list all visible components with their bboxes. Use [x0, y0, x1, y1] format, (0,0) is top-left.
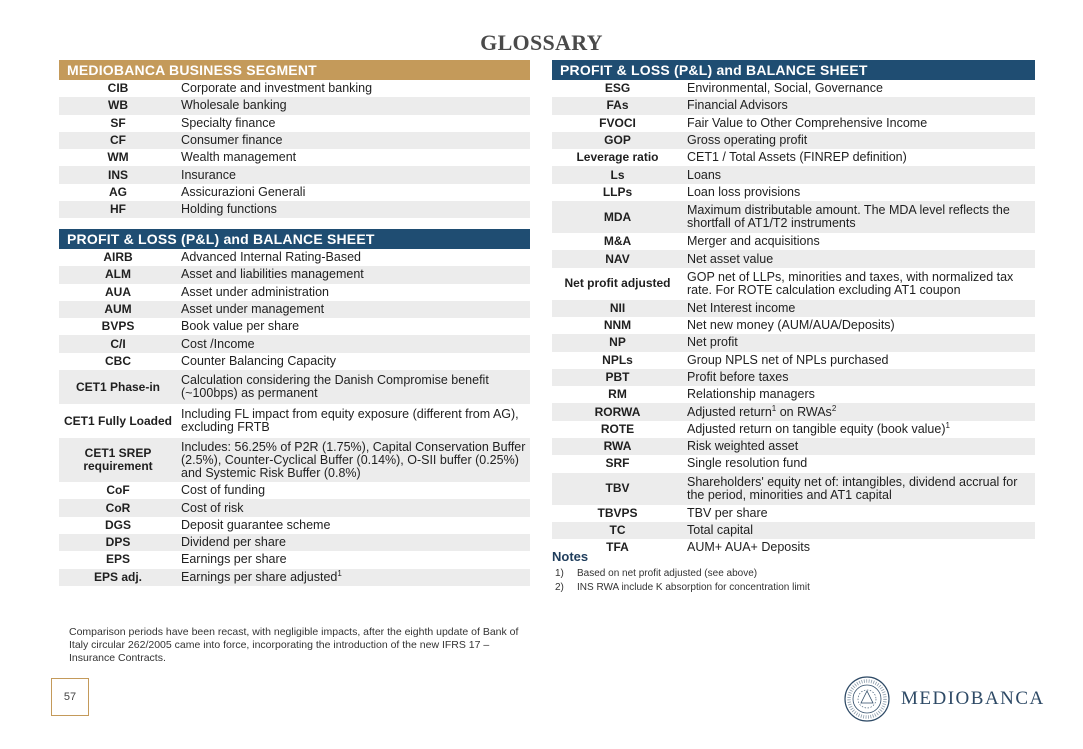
glossary-row [59, 482, 530, 499]
glossary-term: TBVPS [552, 505, 683, 522]
glossary-definition [177, 284, 530, 301]
glossary-definition [177, 438, 530, 482]
glossary-term: FAs [552, 97, 683, 114]
definition-text: Asset under management [181, 302, 325, 317]
glossary-term: AUM [59, 301, 177, 318]
glossary-definition [177, 249, 530, 266]
glossary-row [59, 266, 530, 283]
glossary-term: TC [552, 522, 683, 539]
definition-text: Insurance [181, 167, 236, 182]
definition-text: Consumer finance [181, 133, 283, 148]
definition-text: Loans [687, 167, 722, 182]
glossary-row [59, 404, 530, 438]
glossary-row [552, 97, 1035, 114]
definition-text: Earnings per share adjusted [181, 569, 338, 584]
definition-text: on RWAs [776, 404, 832, 419]
definition-text: Group NPLS net of NPLs purchased [687, 352, 889, 367]
glossary-definition [683, 403, 1035, 420]
glossary-row [552, 184, 1035, 201]
glossary-definition [683, 166, 1035, 183]
glossary-definition [177, 80, 530, 97]
glossary-row [59, 249, 530, 266]
comparison-note: Comparison periods have been recast, with negligible impacts, after the eighth update of Bank of Italy circular 262/2005 came into force, incorporating the introduction of the new IFRS 17 – Insurance Contracts. [69, 626, 519, 664]
definition-text: Relationship managers [687, 387, 815, 402]
glossary-definition [683, 352, 1035, 369]
glossary-term: M&A [552, 233, 683, 250]
glossary-definition [177, 551, 530, 568]
business-segment-section [59, 60, 530, 218]
glossary-term: ROTE [552, 421, 683, 438]
definition-text: Specialty finance [181, 115, 276, 130]
glossary-definition [177, 166, 530, 183]
glossary-term: PBT [552, 369, 683, 386]
glossary-definition [683, 201, 1035, 233]
glossary-definition [683, 97, 1035, 114]
glossary-term: NP [552, 334, 683, 351]
glossary-term: BVPS [59, 318, 177, 335]
glossary-term: CF [59, 132, 177, 149]
definition-text: Adjusted return on tangible equity (book value) [687, 421, 946, 436]
glossary-term: AG [59, 184, 177, 201]
definition-text: Gross operating profit [687, 133, 808, 148]
glossary-term: EPS [59, 551, 177, 568]
glossary-definition [683, 268, 1035, 300]
seal-icon [843, 675, 891, 723]
page-number: 57 [51, 678, 89, 716]
glossary-term: NII [552, 300, 683, 317]
note-text: Based on net profit adjusted (see above) [577, 568, 758, 579]
logo-text: MEDIOBANCA [901, 688, 1045, 709]
glossary-row [59, 353, 530, 370]
glossary-row [552, 352, 1035, 369]
definition-text: TBV per share [687, 505, 768, 520]
glossary-term: NPLs [552, 352, 683, 369]
glossary-definition [683, 473, 1035, 505]
glossary-row [59, 517, 530, 534]
glossary-definition [177, 534, 530, 551]
glossary-definition [683, 184, 1035, 201]
glossary-row [59, 115, 530, 132]
glossary-term: LLPs [552, 184, 683, 201]
glossary-term: CoR [59, 499, 177, 516]
glossary-definition [177, 482, 530, 499]
glossary-definition [177, 370, 530, 404]
glossary-row [552, 473, 1035, 505]
definition-text: Net Interest income [687, 300, 796, 315]
glossary-term: RORWA [552, 403, 683, 420]
footnote-marker: 2 [831, 403, 837, 413]
glossary-definition [683, 369, 1035, 386]
glossary-term: RM [552, 386, 683, 403]
glossary-definition [177, 318, 530, 335]
glossary-term: Ls [552, 166, 683, 183]
definition-text: Adjusted return [687, 404, 772, 419]
definition-text: Net profit [687, 335, 738, 350]
definition-text: Calculation considering the Danish Compromise benefit (~100bps) as permanent [181, 373, 489, 401]
pl-bs-left-header: PROFIT & LOSS (P&L) and BALANCE SHEET [59, 229, 530, 249]
glossary-term: RWA [552, 438, 683, 455]
note-number: 1) [555, 568, 564, 579]
glossary-definition [683, 522, 1035, 539]
glossary-term: CIB [59, 80, 177, 97]
glossary-row [552, 132, 1035, 149]
glossary-definition [177, 201, 530, 218]
glossary-definition [683, 115, 1035, 132]
definition-text: Financial Advisors [687, 98, 788, 113]
notes-section [552, 549, 810, 595]
footnote-marker: 1 [337, 568, 342, 578]
glossary-term: CBC [59, 353, 177, 370]
glossary-term: TBV [552, 473, 683, 505]
pl-bs-right-section [552, 60, 1035, 557]
glossary-row [552, 403, 1035, 420]
glossary-row [59, 551, 530, 568]
note-item [552, 581, 810, 595]
glossary-term: NNM [552, 317, 683, 334]
definition-text: Net new money (AUM/AUA/Deposits) [687, 318, 895, 333]
definition-text: Risk weighted asset [687, 439, 799, 454]
definition-text: AUM+ AUA+ Deposits [687, 540, 810, 555]
glossary-definition [177, 517, 530, 534]
glossary-definition [177, 404, 530, 438]
glossary-definition [683, 132, 1035, 149]
glossary-row [59, 149, 530, 166]
definition-text: Wholesale banking [181, 98, 287, 113]
glossary-row [552, 317, 1035, 334]
definition-text: Total capital [687, 523, 754, 538]
glossary-row [552, 334, 1035, 351]
definition-text: Fair Value to Other Comprehensive Income [687, 115, 928, 130]
glossary-definition [683, 455, 1035, 472]
note-item [552, 567, 810, 581]
definition-text: Holding functions [181, 202, 277, 217]
glossary-definition [177, 353, 530, 370]
definition-text: Shareholders' equity net of: intangibles, dividend accrual for the period, minorities and AT1 capital [687, 474, 1018, 502]
glossary-term: CET1 Fully Loaded [59, 404, 177, 438]
glossary-term: INS [59, 166, 177, 183]
definition-text: Wealth management [181, 150, 297, 165]
glossary-row [59, 569, 530, 586]
glossary-row [59, 166, 530, 183]
glossary-term: HF [59, 201, 177, 218]
definition-text: Corporate and investment banking [181, 81, 373, 96]
definition-text: Advanced Internal Rating-Based [181, 250, 361, 265]
glossary-row [552, 421, 1035, 438]
glossary-row [552, 115, 1035, 132]
definition-text: Includes: 56.25% of P2R (1.75%), Capital Conservation Buffer (2.5%), Counter-Cyclical Buffer (0.14%), O-SII buffer (0.25%) and Systemic Risk Buffer (0.8%) [181, 439, 526, 480]
definition-text: Asset and liabilities management [181, 267, 364, 282]
glossary-term: MDA [552, 201, 683, 233]
definition-text: Maximum distributable amount. The MDA level reflects the shortfall of AT1/T2 instruments [687, 203, 1010, 231]
glossary-term: AUA [59, 284, 177, 301]
definition-text: Loan loss provisions [687, 184, 801, 199]
glossary-definition [177, 97, 530, 114]
definition-text: Environmental, Social, Governance [687, 81, 883, 96]
glossary-definition [683, 80, 1035, 97]
pl-bs-right-header: PROFIT & LOSS (P&L) and BALANCE SHEET [552, 60, 1035, 80]
definition-text: Asset under administration [181, 284, 329, 299]
glossary-row [552, 505, 1035, 522]
definition-text: Counter Balancing Capacity [181, 353, 336, 368]
glossary-term: EPS adj. [59, 569, 177, 586]
glossary-row [59, 335, 530, 352]
definition-text: Cost of funding [181, 483, 266, 498]
definition-text: Cost /Income [181, 336, 255, 351]
glossary-row [59, 534, 530, 551]
glossary-definition [683, 334, 1035, 351]
glossary-row [552, 369, 1035, 386]
glossary-term: Net profit adjusted [552, 268, 683, 300]
page-title: GLOSSARY [480, 30, 603, 55]
glossary-row [552, 438, 1035, 455]
definition-text: Deposit guarantee scheme [181, 517, 331, 532]
glossary-definition [683, 505, 1035, 522]
glossary-row [552, 149, 1035, 166]
glossary-term: SRF [552, 455, 683, 472]
definition-text: Cost of risk [181, 500, 244, 515]
glossary-row [552, 300, 1035, 317]
glossary-definition [683, 233, 1035, 250]
glossary-row [59, 132, 530, 149]
definition-text: Profit before taxes [687, 370, 789, 384]
glossary-row [59, 184, 530, 201]
glossary-row [552, 250, 1035, 267]
glossary-term: AIRB [59, 249, 177, 266]
mediobanca-logo [843, 675, 1045, 723]
glossary-row [59, 97, 530, 114]
glossary-row [59, 370, 530, 404]
business-segment-header: MEDIOBANCA BUSINESS SEGMENT [59, 60, 530, 80]
glossary-definition [177, 499, 530, 516]
glossary-definition [177, 569, 530, 586]
glossary-definition [683, 386, 1035, 403]
glossary-term: FVOCI [552, 115, 683, 132]
glossary-term: CET1 Phase-in [59, 370, 177, 404]
definition-text: Merger and acquisitions [687, 234, 820, 249]
note-number: 2) [555, 582, 564, 593]
glossary-definition [683, 421, 1035, 438]
glossary-row [552, 80, 1035, 97]
glossary-row [59, 80, 530, 97]
pl-bs-left-table [59, 249, 530, 586]
note-text: INS RWA include K absorption for concentration limit [577, 582, 810, 593]
glossary-definition [177, 184, 530, 201]
glossary-term: DPS [59, 534, 177, 551]
definition-text: Book value per share [181, 319, 300, 334]
glossary-row [552, 455, 1035, 472]
glossary-term: C/I [59, 335, 177, 352]
glossary-definition [683, 317, 1035, 334]
definition-text: Dividend per share [181, 535, 286, 550]
glossary-definition [683, 149, 1035, 166]
glossary-row [59, 201, 530, 218]
business-segment-table [59, 80, 530, 218]
definition-text: Including FL impact from equity exposure (different from AG), excluding FRTB [181, 407, 519, 435]
glossary-term: Leverage ratio [552, 149, 683, 166]
glossary-definition [177, 149, 530, 166]
glossary-row [59, 438, 530, 482]
glossary-term: CoF [59, 482, 177, 499]
glossary-row [552, 201, 1035, 233]
glossary-row [552, 522, 1035, 539]
glossary-term: TFA [552, 539, 683, 556]
notes-title: Notes [552, 549, 589, 564]
definition-text: CET1 / Total Assets (FINREP definition) [687, 150, 907, 165]
glossary-term: CET1 SREP requirement [59, 438, 177, 482]
glossary-term: NAV [552, 250, 683, 267]
glossary-definition [177, 266, 530, 283]
pl-bs-right-table [552, 80, 1035, 557]
definition-text: GOP net of LLPs, minorities and taxes, with normalized tax rate. For ROTE calculation excluding AT1 coupon [687, 269, 1014, 297]
glossary-term: ALM [59, 266, 177, 283]
glossary-term: WM [59, 149, 177, 166]
definition-text: Net asset value [687, 251, 774, 266]
footnote-marker: 1 [771, 403, 777, 413]
glossary-definition [177, 301, 530, 318]
glossary-term: DGS [59, 517, 177, 534]
footnote-marker: 1 [945, 420, 950, 430]
glossary-definition [177, 115, 530, 132]
glossary-term: SF [59, 115, 177, 132]
glossary-term: GOP [552, 132, 683, 149]
glossary-definition [683, 438, 1035, 455]
glossary-row [59, 301, 530, 318]
glossary-row [59, 284, 530, 301]
definition-text: Earnings per share [181, 552, 287, 567]
glossary-row [59, 318, 530, 335]
glossary-definition [177, 132, 530, 149]
glossary-term: ESG [552, 80, 683, 97]
glossary-definition [683, 250, 1035, 267]
pl-bs-left-section [59, 229, 530, 586]
glossary-definition [683, 300, 1035, 317]
glossary-definition [177, 335, 530, 352]
glossary-row [552, 233, 1035, 250]
definition-text: Single resolution fund [687, 456, 808, 471]
glossary-row [552, 268, 1035, 300]
glossary-row [552, 166, 1035, 183]
glossary-row [59, 499, 530, 516]
glossary-row [552, 386, 1035, 403]
glossary-term: WB [59, 97, 177, 114]
definition-text: Assicurazioni Generali [181, 184, 306, 199]
